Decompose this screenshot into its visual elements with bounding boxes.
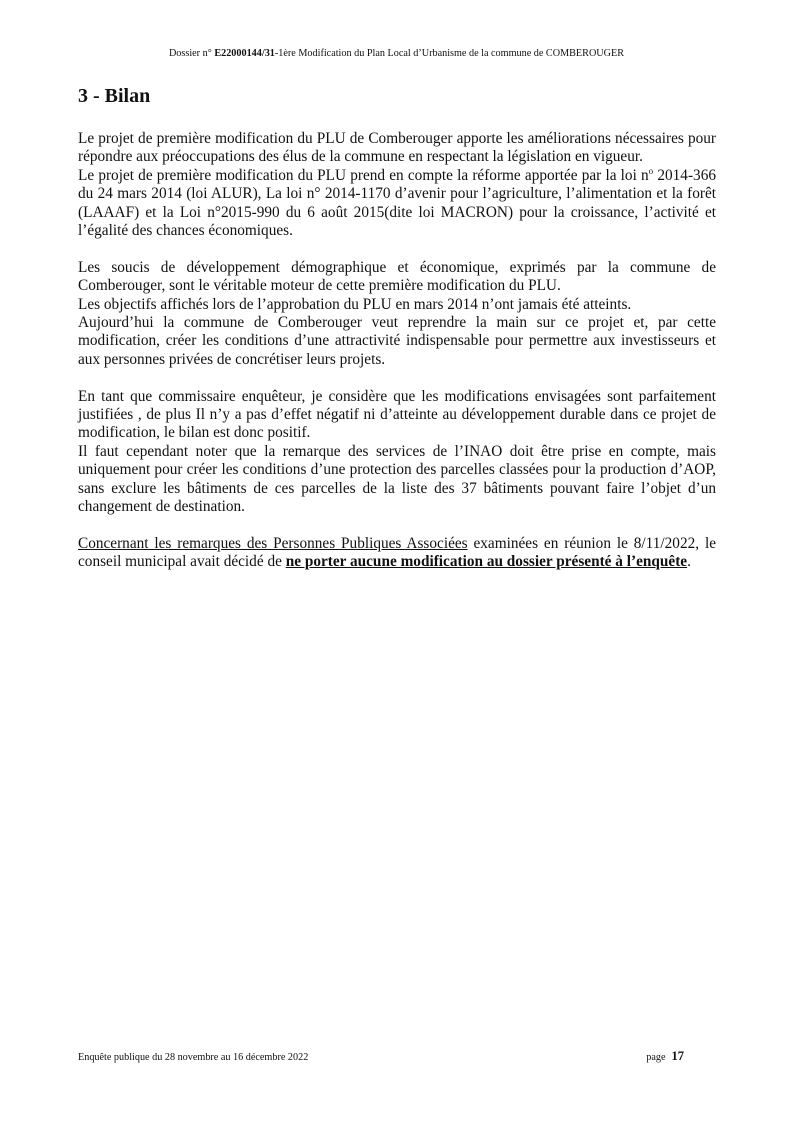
paragraph-7: Il faut cependant noter que la remarque des services de l’INAO doit être prise en compte, mais uniquement pour créer les conditions d’une protection des parcelles classées pour la production d’AOP, sans exclure les bâtiments de ces parcelles de la liste des 37 bâtiments pouvant faire l’objet d’un changement de destination. — [78, 442, 716, 516]
footer-page — [646, 1050, 684, 1064]
paragraph-6: En tant que commissaire enquêteur, je considère que les modifications envisagées sont parfaitement justifiées , de plus Il n’y a pas d’effet négatif ni d’atteinte au développement durable dans ce projet de modification, le bilan est donc positif. — [78, 387, 716, 442]
ppa-underlined-text: Concernant les remarques des Personnes Publiques Associées — [78, 534, 468, 552]
footer-enquiry-dates: Enquête publique du 28 novembre au 16 décembre 2022 — [78, 1052, 309, 1063]
section-title: 3 - Bilan — [78, 85, 151, 107]
header-suffix: -1ère Modification du Plan Local d’Urbanisme de la commune de COMBEROUGER — [274, 48, 625, 59]
paragraph-2-start: Le projet de première modification du PLU prend en compte la réforme apportée par la loi n — [78, 166, 649, 184]
header-prefix: Dossier n° — [168, 48, 215, 59]
paragraph-gap — [78, 240, 716, 258]
paragraph-2-end: 2014-366 du 24 mars 2014 (loi ALUR), La loi n° 2014-1170 d’avenir pour l’agriculture, l’alimentation et la forêt (LAAAF) et la Loi n°2015-990 du 6 août 2015(dite loi MACRON) pour la croissance, l’activité et l’égalité des chances économiques. — [78, 166, 716, 240]
paragraph-gap — [78, 517, 716, 535]
paragraph-5: Aujourd’hui la commune de Comberouger veut reprendre la main sur ce projet et, par cette modification, créer les conditions d’une attractivité indispensable pour permettre aux investisseurs et aux personnes privées de concrétiser leurs projets. — [78, 314, 716, 368]
decision-bold-underlined-text: ne porter aucune modification au dossier présenté à l’enquête — [285, 553, 688, 571]
paragraph-8-end: . — [687, 553, 691, 571]
page-header — [0, 47, 793, 60]
document-body — [78, 130, 716, 572]
paragraph-8 — [78, 535, 716, 572]
paragraph-8-middle: examinées en réunion le 8/11/2022, le conseil municipal avait décidé de — [78, 534, 717, 571]
paragraph-4: Les objectifs affichés lors de l’approbation du PLU en mars 2014 n’ont jamais été atteints. — [78, 295, 632, 313]
paragraph-2 — [78, 167, 716, 241]
paragraph-gap — [78, 369, 716, 387]
paragraph-3: Les soucis de développement démographique et économique, exprimés par la commune de Comberouger, sont le véritable moteur de cette première modification du PLU. — [78, 258, 716, 295]
header-dossier-number: E22000144/31 — [214, 48, 275, 59]
footer-page-label: page — [646, 1052, 666, 1063]
superscript-o: o — [648, 165, 654, 176]
paragraph-1: Le projet de première modification du PLU de Comberouger apporte les améliorations nécessaires pour répondre aux préoccupations des élus de la commune en respectant la législation en vigueur. — [78, 130, 716, 166]
page-number: 17 — [671, 1049, 684, 1063]
